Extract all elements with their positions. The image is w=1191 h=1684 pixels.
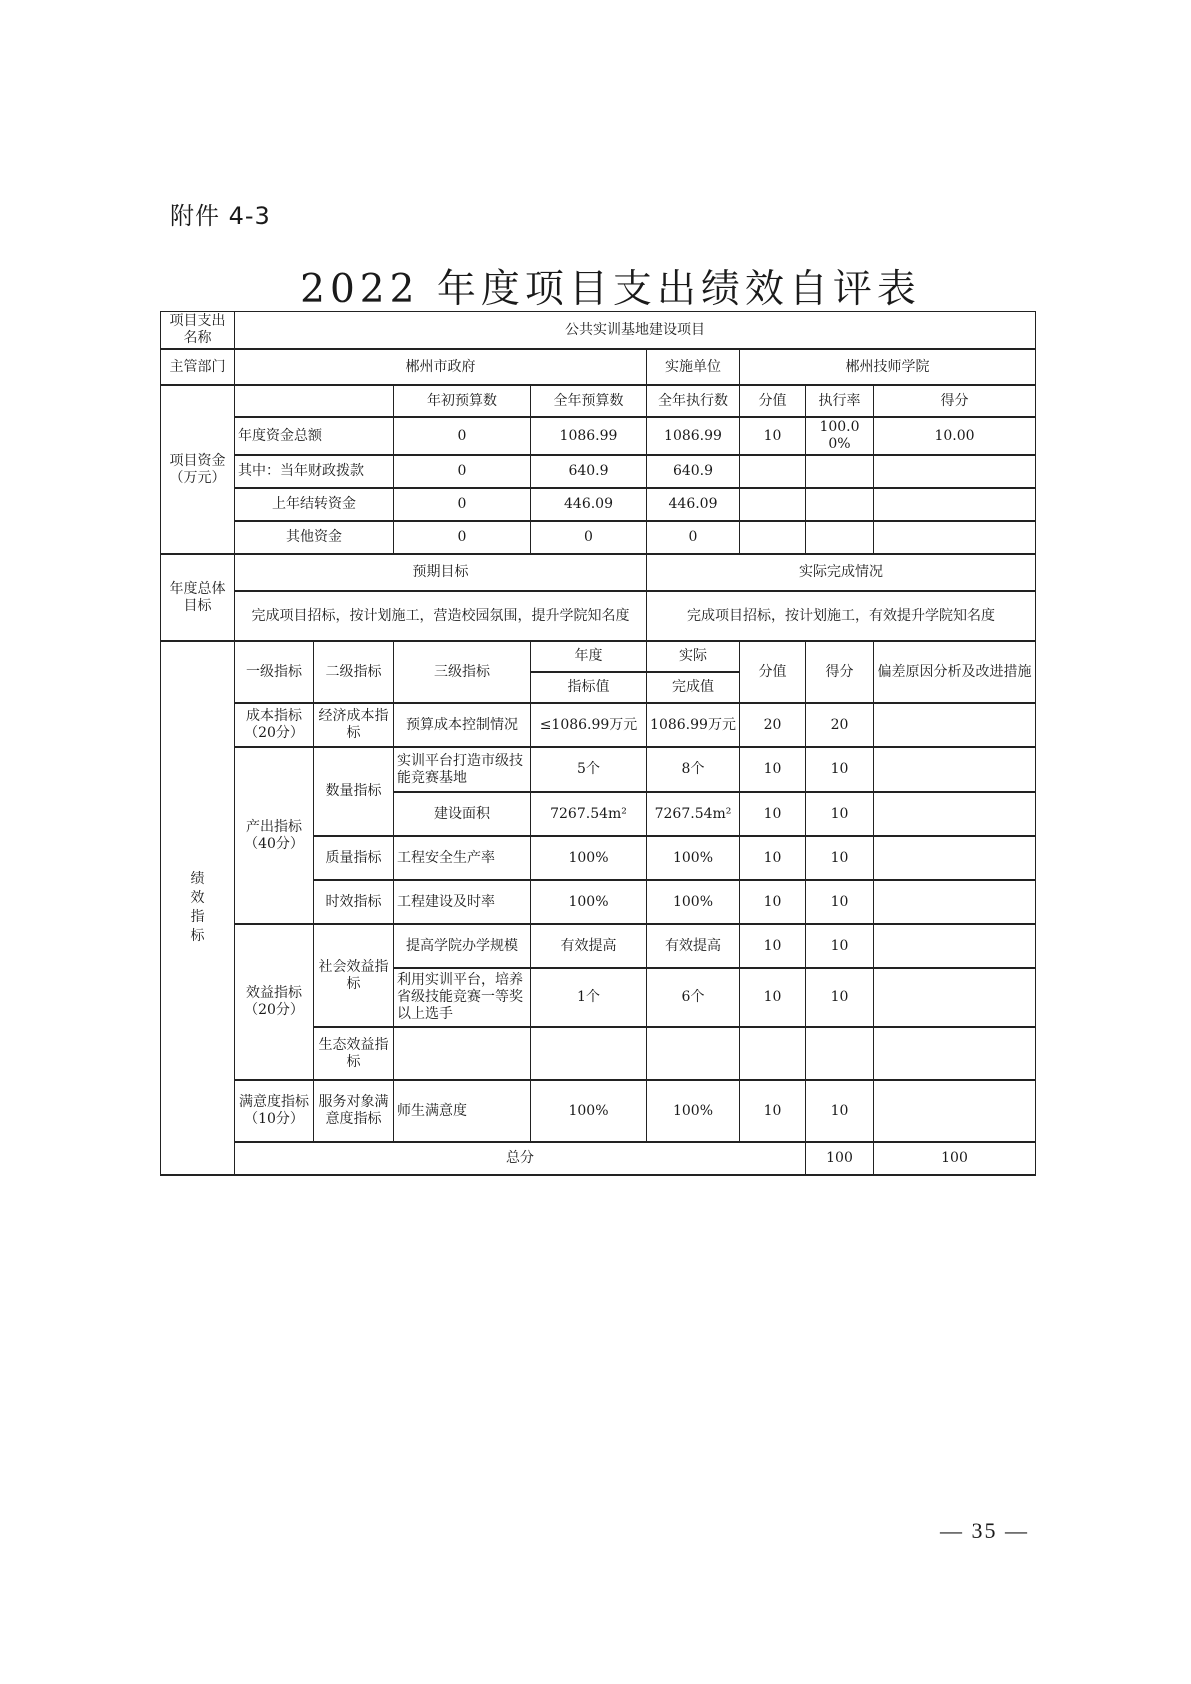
item-score-value: 10 [740, 968, 806, 1027]
funds-score-value: 10 [740, 417, 806, 455]
funds-header-row [161, 385, 1036, 417]
item-name: 工程建设及时率 [394, 880, 531, 924]
group-cost: 成本指标（20分） [235, 703, 314, 747]
funds-header-executed: 全年执行数 [647, 385, 740, 417]
item-score-value: 10 [740, 792, 806, 836]
funds-header-score: 得分 [874, 385, 1036, 417]
header-done: 完成值 [647, 672, 740, 703]
item-target: 100% [531, 1080, 647, 1142]
item-target: ≤1086.99万元 [531, 703, 647, 747]
indicator-row [161, 747, 1036, 792]
unit-value: 郴州技师学院 [740, 349, 1036, 385]
goals-expected-label: 预期目标 [235, 554, 647, 591]
item-actual: 有效提高 [647, 924, 740, 968]
header-level3: 三级指标 [394, 641, 531, 703]
item-deviation [874, 880, 1036, 924]
item-name: 工程安全生产率 [394, 836, 531, 880]
sub-timeliness: 时效指标 [314, 880, 394, 924]
funds-row [161, 417, 1036, 455]
goals-actual: 完成项目招标，按计划施工，有效提升学院知名度 [647, 591, 1036, 641]
goals-actual-label: 实际完成情况 [647, 554, 1036, 591]
item-actual: 100% [647, 836, 740, 880]
funds-row [161, 488, 1036, 521]
project-name-row [161, 312, 1036, 350]
item-actual: 1086.99万元 [647, 703, 740, 747]
page-title: 2022 年度项目支出绩效自评表 [300, 267, 921, 312]
item-target: 1个 [531, 968, 647, 1027]
item-score-value: 10 [740, 880, 806, 924]
sub-social: 社会效益指标 [314, 924, 394, 1027]
funds-row-label: 其中：当年财政拨款 [235, 455, 394, 488]
performance-label: 绩效指标 [161, 641, 235, 1175]
item-actual: 100% [647, 880, 740, 924]
funds-row-label: 年度资金总额 [235, 417, 394, 455]
item-target: 100% [531, 880, 647, 924]
funds-executed: 0 [647, 521, 740, 554]
indicator-row [161, 924, 1036, 968]
item-target: 有效提高 [531, 924, 647, 968]
dept-value: 郴州市政府 [235, 349, 647, 385]
goals-header-row [161, 554, 1036, 591]
funds-score: 10.00 [874, 417, 1036, 455]
funds-header-score-value: 分值 [740, 385, 806, 417]
funds-annual: 1086.99 [531, 417, 647, 455]
sub-service: 服务对象满意度指标 [314, 1080, 394, 1142]
item-name: 利用实训平台，培养省级技能竞赛一等奖以上选手 [394, 968, 531, 1027]
funds-row-label: 其他资金 [235, 521, 394, 554]
item-target: 100% [531, 836, 647, 880]
funds-row [161, 521, 1036, 554]
item-name: 师生满意度 [394, 1080, 531, 1142]
sub-quality: 质量指标 [314, 836, 394, 880]
item-score: 10 [806, 836, 874, 880]
group-output: 产出指标（40分） [235, 747, 314, 924]
item-deviation [874, 924, 1036, 968]
indicator-row [161, 1080, 1036, 1142]
item-score-value: 10 [740, 836, 806, 880]
unit-label: 实施单位 [647, 349, 740, 385]
indicator-row [161, 703, 1036, 747]
funds-row-label: 上年结转资金 [235, 488, 394, 521]
funds-header-rate: 执行率 [806, 385, 874, 417]
header-year: 年度 [531, 641, 647, 672]
item-score-value: 10 [740, 747, 806, 792]
funds-initial: 0 [394, 521, 531, 554]
header-level2: 二级指标 [314, 641, 394, 703]
total-score-value: 100 [806, 1142, 874, 1175]
funds-executed: 640.9 [647, 455, 740, 488]
funds-initial: 0 [394, 417, 531, 455]
funds-rate: 100.00% [806, 417, 874, 455]
item-actual: 7267.54m² [647, 792, 740, 836]
item-score: 10 [806, 747, 874, 792]
project-name-label: 项目支出名称 [161, 312, 235, 350]
indicator-header-row [161, 641, 1036, 672]
group-benefit: 效益指标（20分） [235, 924, 314, 1080]
total-row [161, 1142, 1036, 1175]
project-name: 公共实训基地建设项目 [235, 312, 1036, 350]
item-score-value: 10 [740, 1080, 806, 1142]
funds-executed: 1086.99 [647, 417, 740, 455]
item-deviation [874, 792, 1036, 836]
item-actual: 6个 [647, 968, 740, 1027]
goals-expected: 完成项目招标，按计划施工，营造校园氛围，提升学院知名度 [235, 591, 647, 641]
item-target: 5个 [531, 747, 647, 792]
item-name: 提高学院办学规模 [394, 924, 531, 968]
item-actual: 8个 [647, 747, 740, 792]
funds-initial: 0 [394, 455, 531, 488]
header-target: 指标值 [531, 672, 647, 703]
department-row [161, 349, 1036, 385]
sub-quantity: 数量指标 [314, 747, 394, 836]
item-score: 10 [806, 968, 874, 1027]
page-number: — 35 — [940, 1518, 1029, 1543]
sub-economic-cost: 经济成本指标 [314, 703, 394, 747]
dept-label: 主管部门 [161, 349, 235, 385]
attachment-label: 附件 4-3 [170, 202, 271, 230]
item-deviation [874, 703, 1036, 747]
item-name: 实训平台打造市级技能竞赛基地 [394, 747, 531, 792]
item-score-value: 10 [740, 924, 806, 968]
item-name: 建设面积 [394, 792, 531, 836]
funds-annual: 446.09 [531, 488, 647, 521]
header-level1: 一级指标 [235, 641, 314, 703]
funds-row [161, 455, 1036, 488]
item-name: 预算成本控制情况 [394, 703, 531, 747]
header-score-value: 分值 [740, 641, 806, 703]
header-deviation: 偏差原因分析及改进措施 [874, 641, 1036, 703]
header-score: 得分 [806, 641, 874, 703]
item-deviation [874, 968, 1036, 1027]
funds-label: 项目资金（万元） [161, 385, 235, 554]
funds-header-empty [235, 385, 394, 417]
goals-label: 年度总体目标 [161, 554, 235, 641]
item-deviation [874, 836, 1036, 880]
evaluation-table [160, 311, 1036, 1176]
header-actual: 实际 [647, 641, 740, 672]
total-score: 100 [874, 1142, 1036, 1175]
funds-initial: 0 [394, 488, 531, 521]
sub-ecological: 生态效益指标 [314, 1027, 394, 1080]
total-label: 总分 [235, 1142, 806, 1175]
item-deviation [874, 1080, 1036, 1142]
item-score: 20 [806, 703, 874, 747]
item-score-value: 20 [740, 703, 806, 747]
item-score: 10 [806, 924, 874, 968]
item-actual: 100% [647, 1080, 740, 1142]
funds-annual: 0 [531, 521, 647, 554]
funds-header-annual: 全年预算数 [531, 385, 647, 417]
item-score: 10 [806, 1080, 874, 1142]
goals-content-row [161, 591, 1036, 641]
item-score: 10 [806, 880, 874, 924]
funds-executed: 446.09 [647, 488, 740, 521]
item-target: 7267.54m² [531, 792, 647, 836]
item-score: 10 [806, 792, 874, 836]
funds-annual: 640.9 [531, 455, 647, 488]
group-satisfaction: 满意度指标（10分） [235, 1080, 314, 1142]
funds-header-initial: 年初预算数 [394, 385, 531, 417]
item-deviation [874, 747, 1036, 792]
